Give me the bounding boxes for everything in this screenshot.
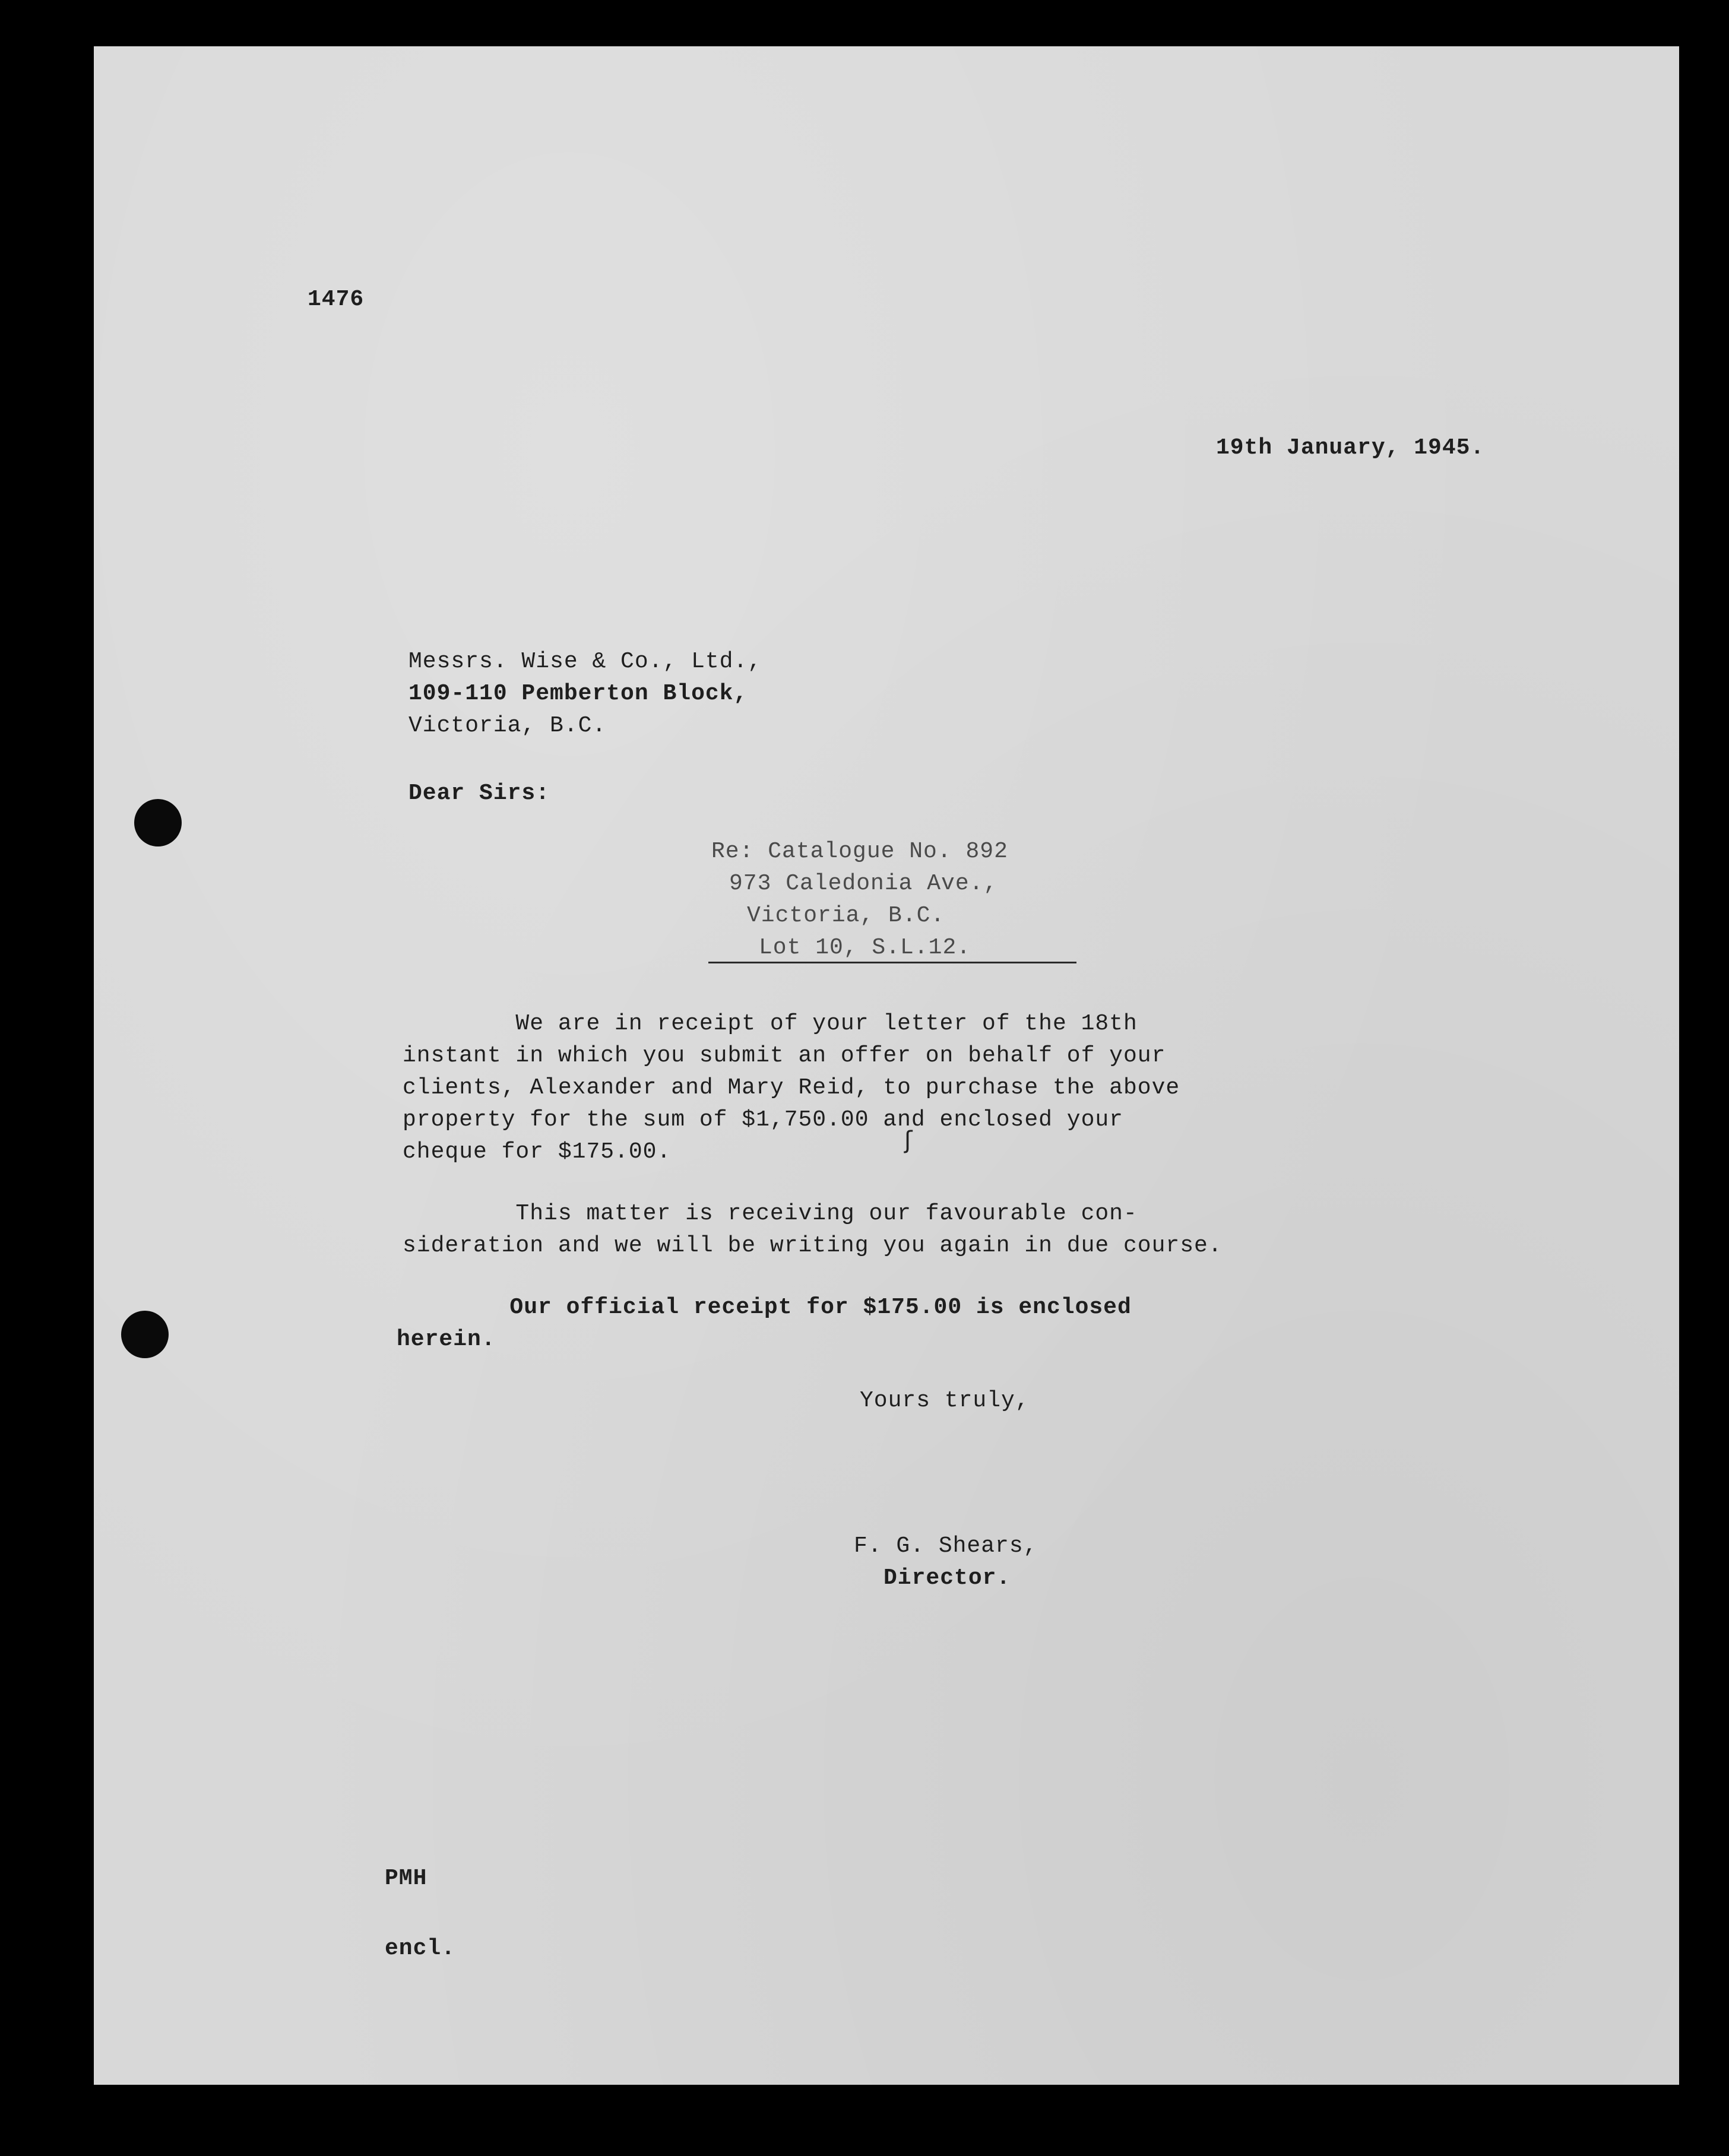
reference-line-3: Victoria, B.C. bbox=[747, 903, 945, 928]
body-paragraph-3-line-2: herein. bbox=[397, 1327, 496, 1352]
body-paragraph-1-line-2: instant in which you submit an offer on behalf of your bbox=[403, 1043, 1166, 1069]
body-paragraph-3-line-1: Our official receipt for $175.00 is enclosed bbox=[397, 1295, 1132, 1320]
body-paragraph-1-line-5: cheque for $175.00. bbox=[403, 1139, 672, 1165]
recipient-line-2: 109-110 Pemberton Block, bbox=[408, 681, 748, 706]
body-paragraph-2-line-2: sideration and we will be writing you again in due course. bbox=[403, 1233, 1223, 1258]
letter-date: 19th January, 1945. bbox=[1216, 435, 1485, 461]
reference-line-1: Re: Catalogue No. 892 bbox=[711, 839, 1008, 864]
recipient-line-3: Victoria, B.C. bbox=[408, 713, 607, 738]
recipient-line-1: Messrs. Wise & Co., Ltd., bbox=[408, 649, 762, 674]
reference-underline bbox=[708, 962, 1076, 963]
body-paragraph-1-line-3: clients, Alexander and Mary Reid, to purchase the above bbox=[403, 1075, 1180, 1101]
reference-line-2: 973 Caledonia Ave., bbox=[729, 871, 998, 896]
signatory-title: Director. bbox=[884, 1565, 1011, 1591]
letter-page bbox=[94, 46, 1679, 2085]
salutation: Dear Sirs: bbox=[408, 781, 550, 806]
body-paragraph-2-line-1: This matter is receiving our favourable con- bbox=[403, 1201, 1138, 1226]
signatory-name: F. G. Shears, bbox=[854, 1533, 1038, 1559]
file-number: 1476 bbox=[308, 287, 365, 312]
handwritten-caret-mark: ʃ bbox=[904, 1127, 913, 1154]
body-paragraph-1-line-1: We are in receipt of your letter of the 18th bbox=[403, 1011, 1138, 1036]
enclosure-note: encl. bbox=[385, 1936, 456, 1961]
body-paragraph-1-line-4: property for the sum of $1,750.00 and enclosed your bbox=[403, 1107, 1123, 1133]
punch-hole-lower bbox=[121, 1311, 169, 1358]
typist-initials: PMH bbox=[385, 1866, 428, 1891]
reference-line-4: Lot 10, S.L.12. bbox=[759, 935, 971, 960]
punch-hole-upper bbox=[134, 799, 182, 846]
complimentary-close: Yours truly, bbox=[860, 1388, 1030, 1413]
